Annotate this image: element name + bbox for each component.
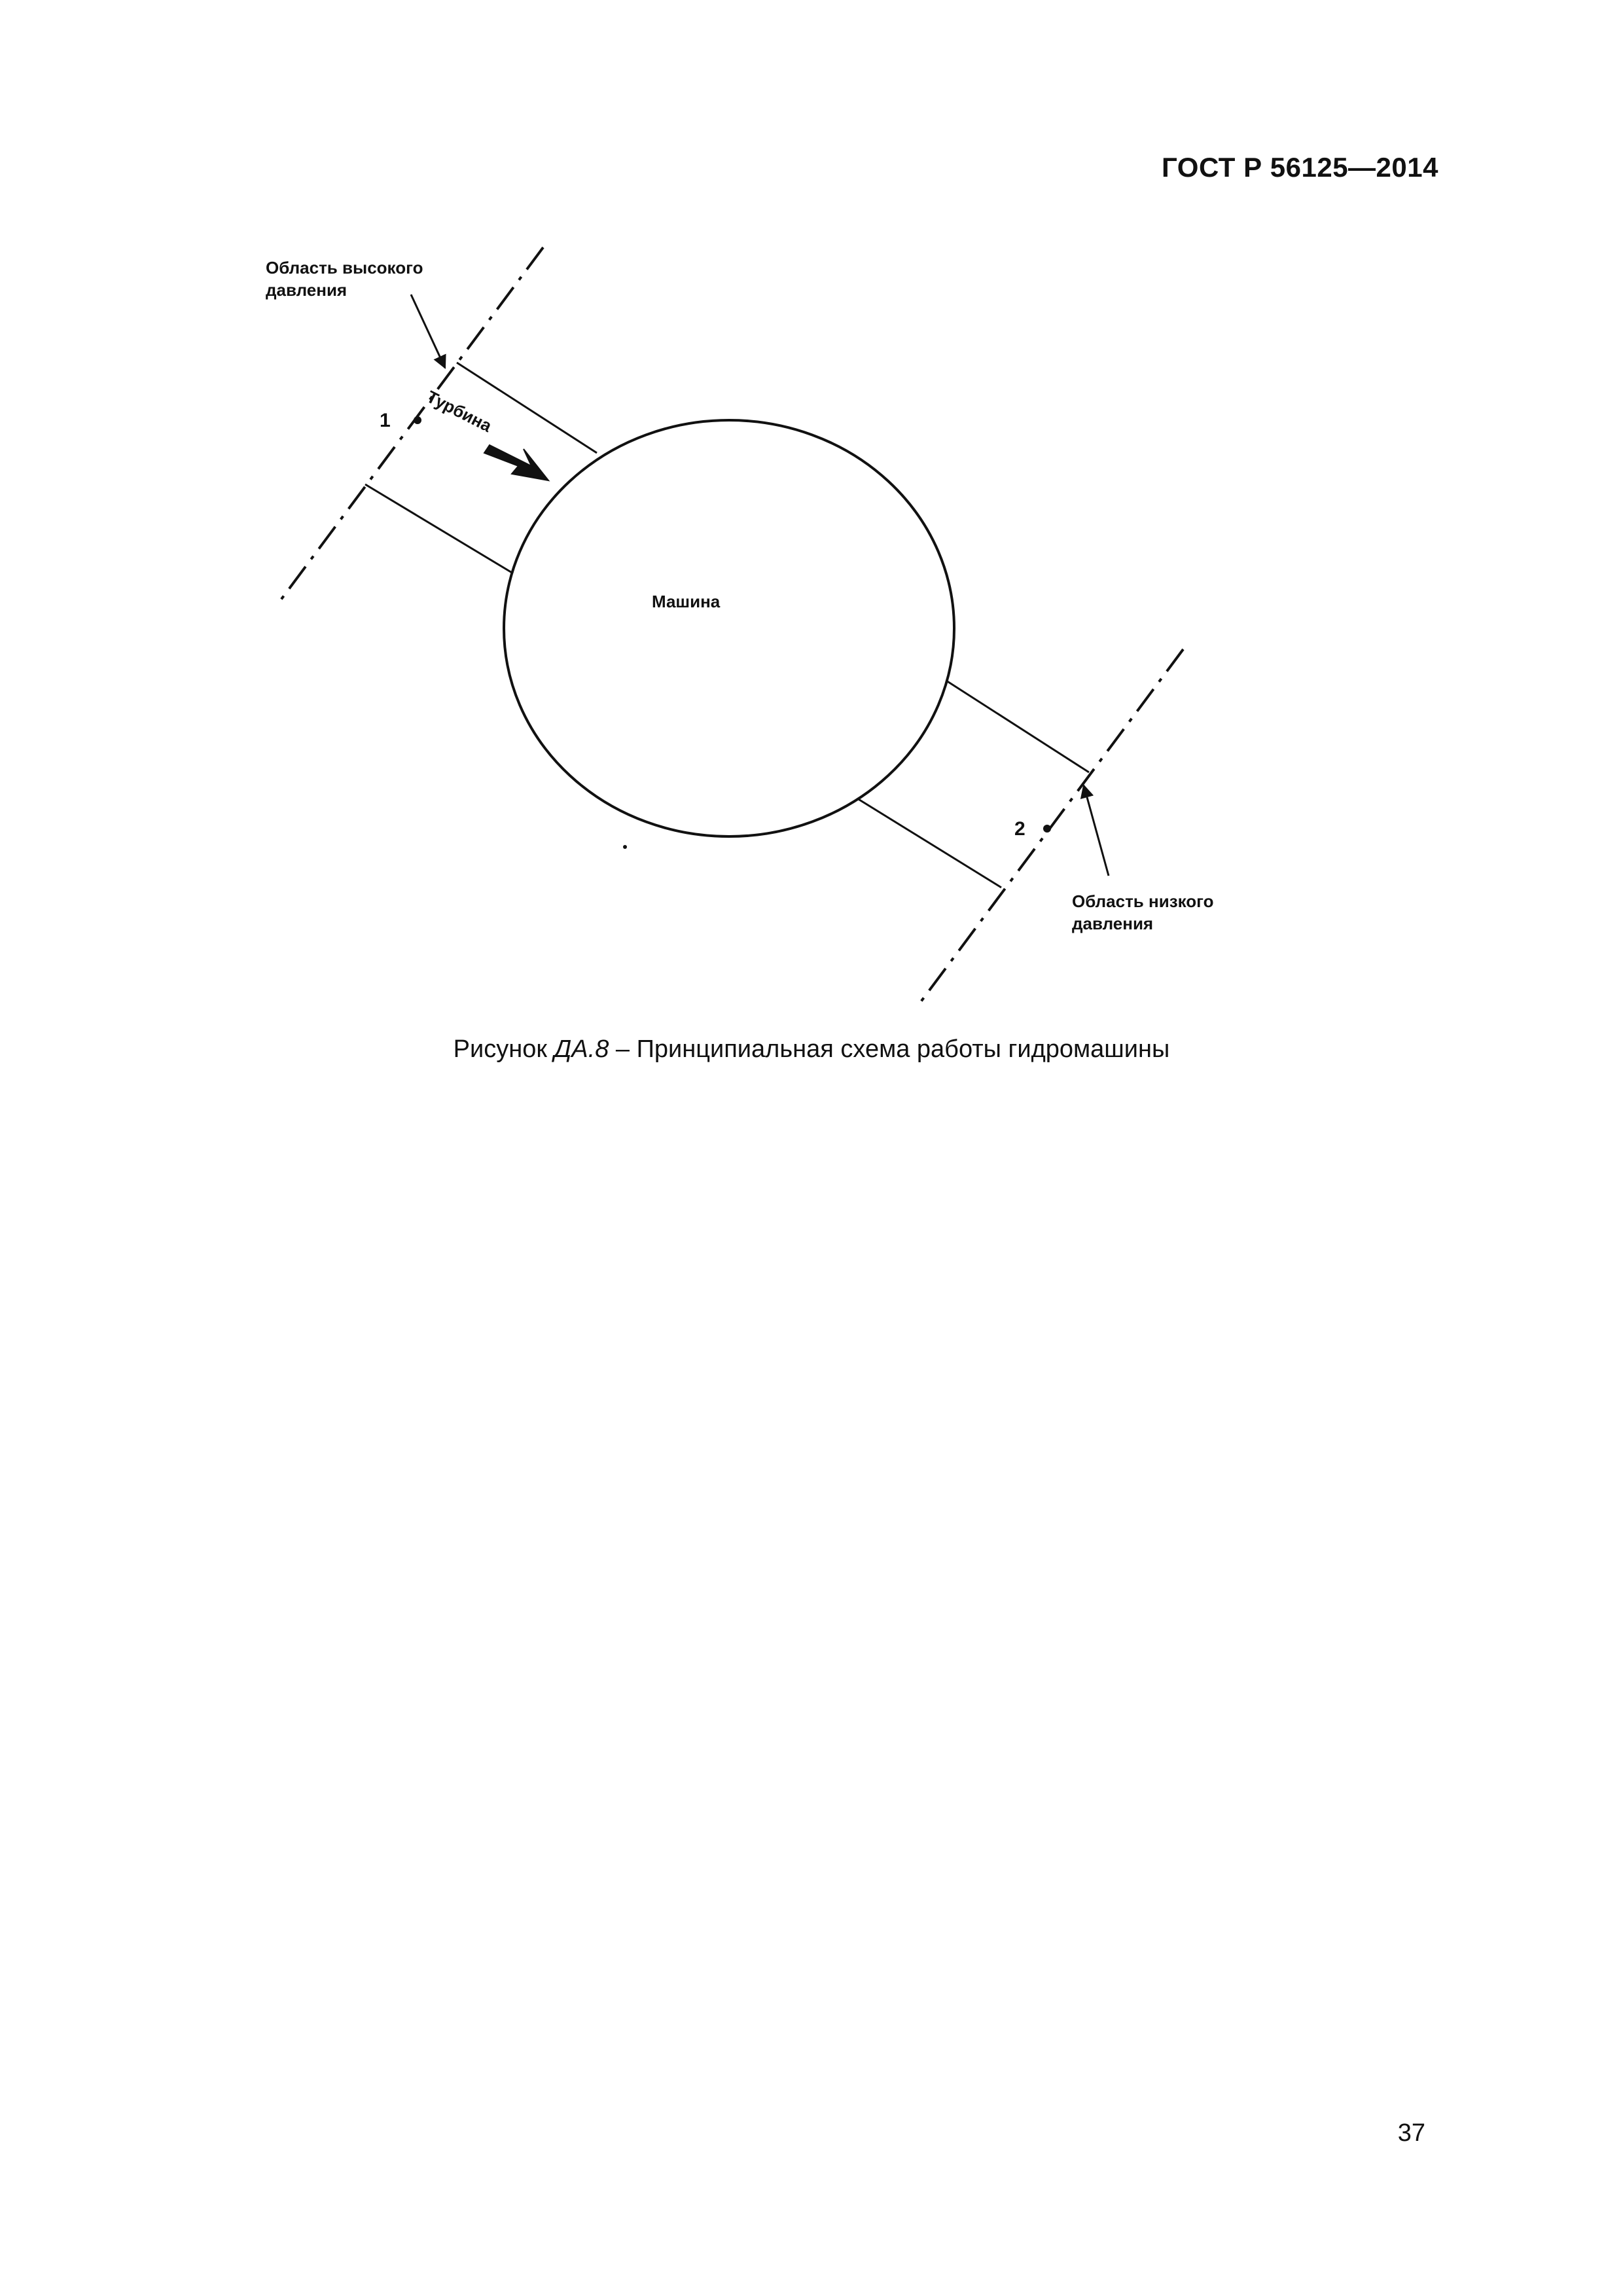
point-2-marker [1043,825,1051,833]
machine-circle [504,420,954,836]
turbine-label: Турбина [423,386,495,436]
high-pressure-leader-arrow [411,295,445,368]
machine-label: Машина [652,592,721,611]
low-pressure-label-line1: Область низкого [1072,891,1214,911]
point-1-label: 1 [380,410,391,431]
low-pressure-leader-arrow [1084,785,1109,876]
high-pressure-label-line2: давления [266,280,348,300]
high-pressure-label-line1: Область высокого [266,258,423,278]
point-2-label: 2 [1014,818,1026,840]
page-number: 37 [1397,2119,1425,2147]
inlet-channel-upper-wall [457,363,597,453]
figure-number: ДА.8 [554,1035,609,1063]
caption-text: – Принципиальная схема работы гидромашины [609,1035,1170,1063]
figure-caption [0,1035,1623,1064]
hydromachine-diagram [0,0,1623,1047]
standard-designation: ГОСТ Р 56125—2014 [1162,152,1438,183]
outlet-channel-lower-wall [857,798,1001,888]
inlet-channel-lower-wall [365,484,513,573]
turbine-flow-arrow [484,445,548,480]
high-pressure-boundary-line [280,247,543,601]
scan-speck [623,845,627,849]
low-pressure-label-line2: давления [1072,914,1154,933]
caption-prefix: Рисунок [453,1035,554,1063]
outlet-channel-upper-wall [946,681,1089,772]
point-1-marker [414,416,421,424]
